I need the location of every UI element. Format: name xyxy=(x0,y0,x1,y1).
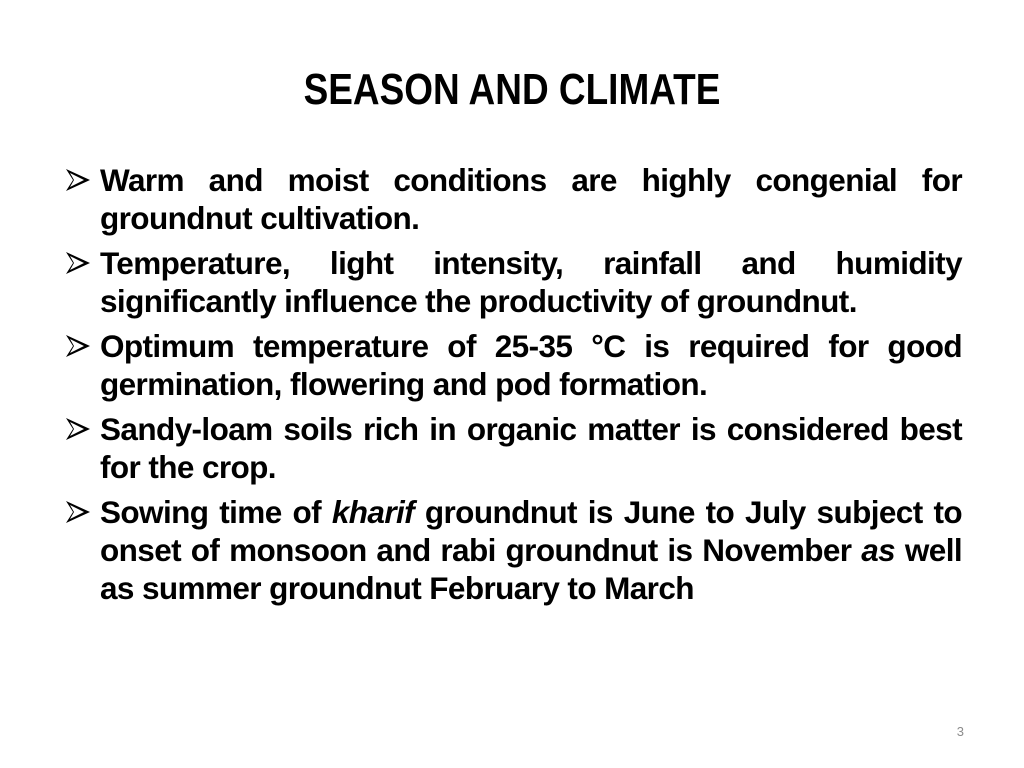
bullet-item xyxy=(64,244,962,320)
bullet-text: Sandy-loam soils rich in organic matter is considered best for the crop. xyxy=(100,411,962,485)
bullet-text-segment: Sowing time of xyxy=(100,494,332,530)
bullet-text: Optimum temperature of 25-35 °C is required for good germination, flowering and pod formation. xyxy=(100,328,962,402)
italic-term-as: as xyxy=(861,532,896,568)
bullet-item xyxy=(64,327,962,403)
arrow-head-bullet-icon xyxy=(64,499,92,525)
page-number: 3 xyxy=(956,724,964,739)
arrow-head-bullet-icon xyxy=(64,167,92,193)
bullet-text-segment: groundnut is June to July subject to onset of monsoon and rabi groundnut is November xyxy=(100,494,962,568)
bullet-item xyxy=(64,161,962,237)
bullet-text: Temperature, light intensity, rainfall and humidity significantly influence the productivity of groundnut. xyxy=(100,245,962,319)
bullet-text: Warm and moist conditions are highly congenial for groundnut cultivation. xyxy=(100,162,962,236)
bullet-item xyxy=(64,493,962,607)
bullet-text xyxy=(100,494,962,606)
slide-title: SEASON AND CLIMATE xyxy=(303,65,721,114)
bullet-text-segment: well as summer groundnut February to March xyxy=(100,532,962,606)
arrow-head-bullet-icon xyxy=(64,333,92,359)
arrow-head-bullet-icon xyxy=(64,416,92,442)
arrow-head-bullet-icon xyxy=(64,250,92,276)
italic-term-kharif: kharif xyxy=(331,494,415,530)
bullet-item xyxy=(64,410,962,486)
bullet-list xyxy=(64,161,962,614)
